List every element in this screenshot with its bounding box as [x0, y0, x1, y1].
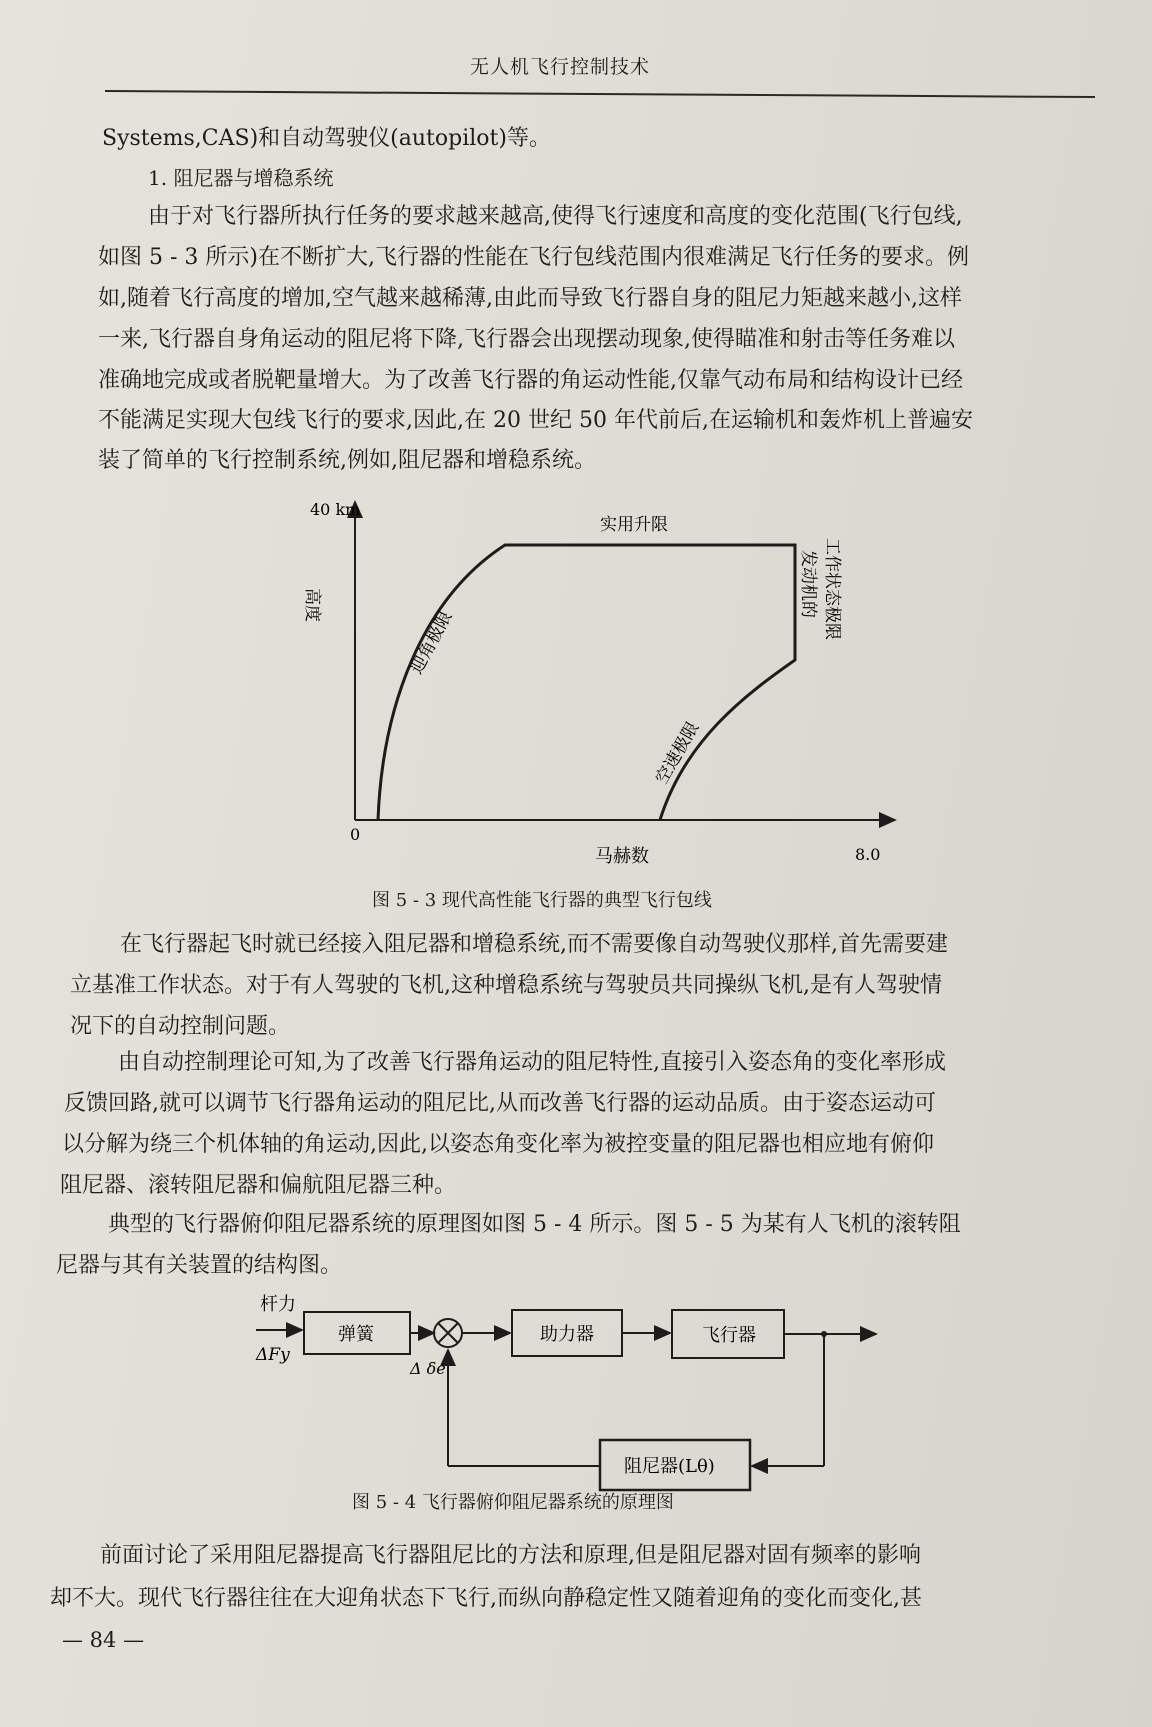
text-line: 不能满足实现大包线飞行的要求,因此,在 20 世纪 50 年代前后,在运输机和轰炸机上普遍安: [98, 408, 973, 433]
text-line: 如图 5 - 3 所示)在不断扩大,飞行器的性能在飞行包线范围内很难满足飞行任务的要求。例: [98, 245, 969, 270]
y-axis-label: 高度: [302, 588, 322, 622]
text-line: 由于对飞行器所执行任务的要求越来越高,使得飞行速度和高度的变化范围(飞行包线,: [148, 204, 963, 229]
text-line: 阻尼器、滚转阻尼器和偏航阻尼器三种。: [60, 1173, 457, 1198]
airspeed-limit-label: 空速极限: [652, 718, 704, 788]
figure-5-4-block-diagram: [240, 1290, 890, 1520]
text-line: 以分解为绕三个机体轴的角运动,因此,以姿态角变化率为被控变量的阻尼器也相应地有俯仰: [62, 1132, 934, 1157]
delta-label: Δ δe: [410, 1359, 446, 1378]
ceiling-label: 实用升限: [600, 515, 668, 535]
text-line: 却不大。现代飞行器往往在大迎角状态下飞行,而纵向静稳定性又随着迎角的变化而变化,甚: [50, 1586, 922, 1611]
input-symbol: ΔFy: [256, 1345, 290, 1365]
section-heading: 1. 阻尼器与增稳系统: [148, 166, 334, 190]
aoa-limit-label: 迎角极限: [406, 607, 457, 678]
text-line: 反馈回路,就可以调节飞行器角运动的阻尼比,从而改善飞行器的运动品质。由于姿态运动可: [64, 1091, 936, 1116]
header-rule: [105, 90, 1095, 98]
figure-5-3-flight-envelope: [290, 490, 930, 910]
text-line: 况下的自动控制问题。: [70, 1014, 291, 1039]
aircraft-label: 飞行器: [702, 1325, 756, 1346]
booster-label: 助力器: [540, 1324, 594, 1345]
text-line: 尼器与其有关装置的结构图。: [56, 1253, 343, 1278]
envelope-boundary: [378, 545, 795, 820]
text-line: 准确地完成或者脱靶量增大。为了改善飞行器的角运动性能,仅靠气动布局和结构设计已经: [98, 368, 963, 393]
spring-label: 弹簧: [338, 1324, 374, 1345]
text-line: 前面讨论了采用阻尼器提高飞行器阻尼比的方法和原理,但是阻尼器对固有频率的影响: [100, 1543, 921, 1568]
text-line: 典型的飞行器俯仰阻尼器系统的原理图如图 5 - 4 所示。图 5 - 5 为某有人飞机的滚转阻: [108, 1212, 961, 1237]
x-max-label: 8.0: [855, 845, 881, 864]
engine-limit-label: 工作状态极限: [822, 538, 842, 640]
text-line: 装了简单的飞行控制系统,例如,阻尼器和增稳系统。: [98, 448, 596, 473]
figure-5-4-caption: 图 5 - 4 飞行器俯仰阻尼器系统的原理图: [352, 1492, 674, 1513]
text-line: 由自动控制理论可知,为了改善飞行器角运动的阻尼特性,直接引入姿态角的变化率形成: [118, 1050, 946, 1075]
input-label: 杆力: [260, 1294, 296, 1315]
text-line: 立基准工作状态。对于有人驾驶的飞机,这种增稳系统与驾驶员共同操纵飞机,是有人驾驶情: [70, 973, 942, 998]
figure-5-3-caption: 图 5 - 3 现代高性能飞行器的典型飞行包线: [372, 890, 712, 911]
y-max-label: 40 km: [310, 500, 361, 519]
x-axis-label: 马赫数: [595, 846, 649, 867]
text-line: 一来,飞行器自身角运动的阻尼将下降,飞行器会出现摆动现象,使得瞄准和射击等任务难以: [98, 327, 955, 352]
running-header-title: 无人机飞行控制技术: [470, 56, 651, 78]
text-line: Systems,CAS)和自动驾驶仪(autopilot)等。: [102, 126, 551, 151]
damper-label: 阻尼器(Lθ): [624, 1456, 715, 1477]
engine-limit-label: 发动机的: [798, 550, 818, 618]
text-line: 在飞行器起飞时就已经接入阻尼器和增稳系统,而不需要像自动驾驶仪那样,首先需要建: [120, 932, 948, 957]
page-number: — 84 —: [62, 1628, 145, 1652]
text-line: 如,随着飞行高度的增加,空气越来越稀薄,由此而导致飞行器自身的阻尼力矩越来越小,这样: [98, 286, 962, 311]
origin-label: 0: [350, 825, 361, 844]
